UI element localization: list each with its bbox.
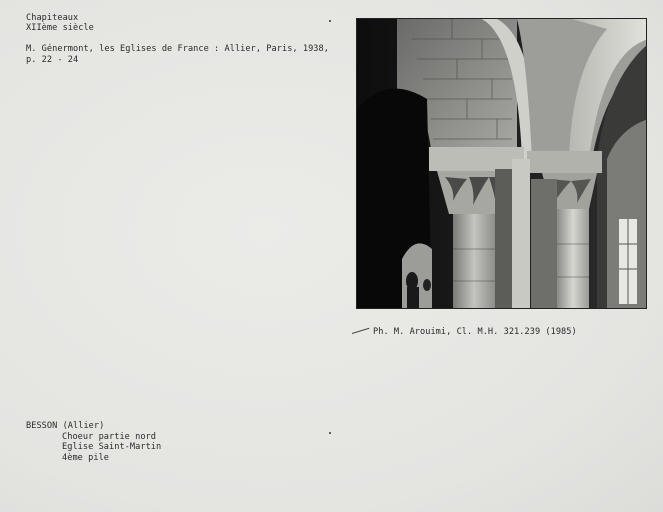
caption-pointer-line [352, 328, 370, 334]
punch-dot-top [329, 20, 331, 22]
church-interior-photo [356, 18, 647, 309]
location-church: Eglise Saint-Martin [62, 442, 162, 452]
century-label: XIIème siècle [26, 23, 94, 33]
location-town: BESSON (Allier) [26, 421, 105, 431]
bibliography-line-2: p. 22 - 24 [26, 55, 79, 65]
photo-credit: Ph. M. Arouimi, Cl. M.H. 321.239 (1985) [373, 327, 577, 337]
bibliography-line-1: M. Génermont, les Eglises de France : Allier, Paris, 1938, [26, 44, 329, 54]
punch-dot-bottom [329, 432, 331, 434]
subject-title: Chapiteaux [26, 13, 79, 23]
location-part: Choeur partie nord [62, 432, 157, 442]
location-pier: 4ème pile [62, 453, 110, 463]
